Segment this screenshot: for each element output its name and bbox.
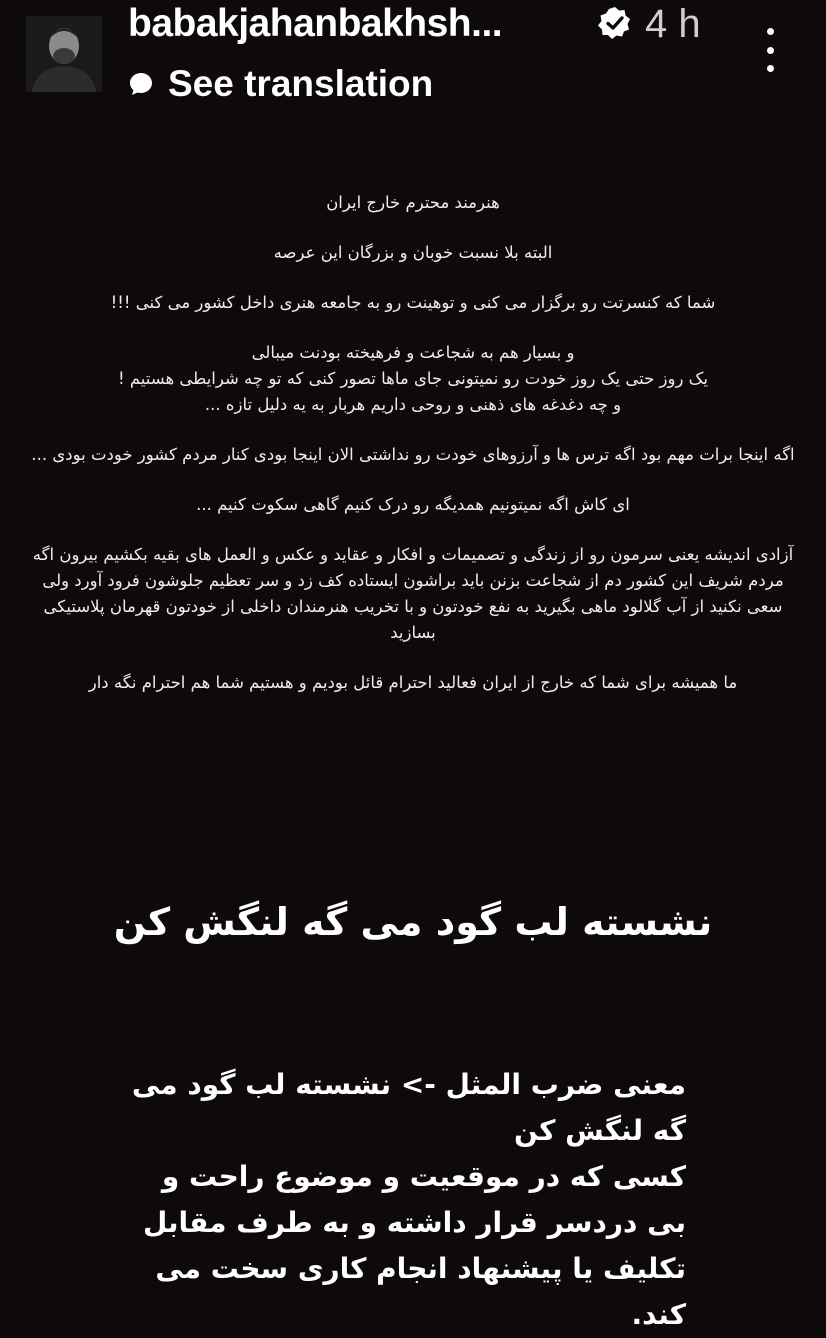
statement-line: هنرمند محترم خارج ایران [326,193,500,212]
statement-line: البته بلا نسبت خوبان و بزرگان این عرصه [273,243,553,262]
username[interactable]: babakjahanbakhsh... [128,2,503,45]
statement-line: ای کاش اگه نمیتونیم همدیگه رو درک کنیم گاهی سکوت کنیم ... [196,495,630,514]
proverb-explanation: معنی ضرب المثل -> نشسته لب گود می گه لنگش کن کسی که در موقعیت و موضوع راحت و بی دردسر قرار داشته و به طرف مقابل تکلیف یا پیشنهاد انجام کاری سخت می کند. [131,1068,686,1331]
post-time: 4 h [645,2,701,46]
dot-icon [767,47,774,54]
statement-line: ما همیشه برای شما که خارج از ایران فعالید احترام قائل بودیم و هستیم شما هم احترام نگه دار [88,673,738,692]
statement-text [30,190,796,720]
statement-line: آزادی اندیشه یعنی سرمون رو از زندگی و تصمیمات و افکار و عقاید و عکس و العمل های بقیه بکشیم بیرون اگه مردم شریف این کشور دم از شجاعت بزنن باید براشون ایستاده کف زد و سر تعظیم جلوشون فرود آورد ولی سعی نکنید از آب گلالود ماهی بگیرید به نفع خودتون و با تخریب هنرمندان داخلی از خودتون قهرمان پلاستیکی بسازید [32,545,794,642]
see-translation-label: See translation [168,63,434,104]
translation-bubble-icon [128,71,154,97]
dot-icon [767,65,774,72]
dot-icon [767,28,774,35]
statement-line: شما که کنسرتت رو برگزار می کنی و توهینت رو به جامعه هنری داخل کشور می کنی !!! [110,293,716,312]
proverb-caption: نشسته لب گود می گه لنگش کن [113,900,713,944]
more-options-icon[interactable] [758,28,782,72]
avatar[interactable] [26,16,102,92]
statement-line: اگه اینجا برات مهم بود اگه ترس ها و آرزوهای خودت رو نداشتی الان اینجا بودی کنار مردم کشور خودت بودی ... [31,445,795,464]
see-translation-button[interactable] [128,62,433,106]
avatar-photo-icon [26,16,102,92]
statement-line: و بسیار هم به شجاعت و فرهیخته بودنت میبالی یک روز حتی یک روز خودت رو نمیتونی جای ماها تصور کنی که تو چه شرایطی هستیم ! و چه دغدغه های ذهنی و روحی داریم هربار به یه دلیل تازه ... [117,343,709,414]
verified-badge-icon [598,6,632,40]
story-header [0,0,826,120]
